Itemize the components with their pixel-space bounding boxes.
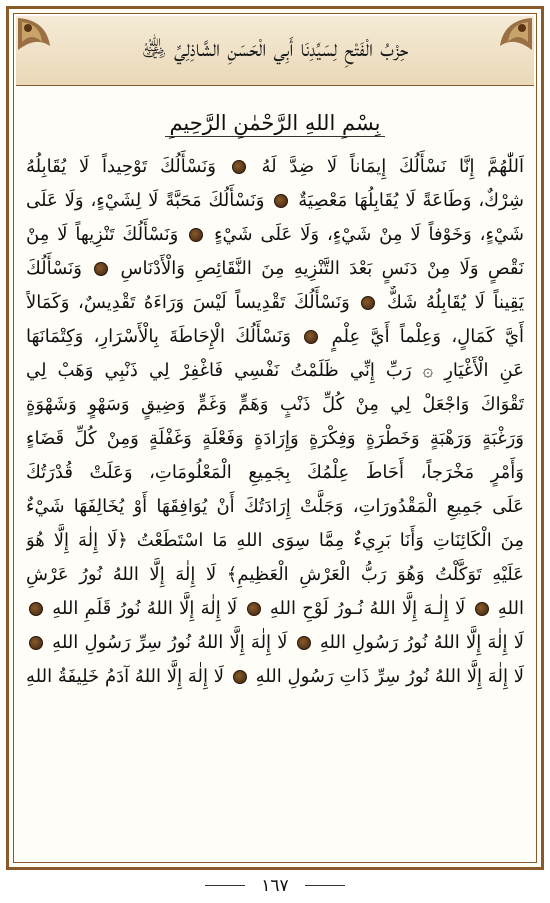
text-line: عَلَيْهِ تَوَكَّلْتُ وَهُوَ رَبُّ الْعَرْشِ الْعَظِيمِ﴾ لَا إِلٰهَ إِلَّا اللهُ نُورُ عَرْشِ xyxy=(26,564,524,585)
text-line: تَقْوَاكَ وَاجْعَلْ لِي مِنْ كُلِّ ذَنْبٍ وَهَمٍّ وَغَمٍّ وَضِيقٍ وَسَهْوٍ وَشَهْوَةٍ xyxy=(26,394,524,415)
text-line: نَقْصٍ وَلَا مِنْ دَنَسٍ بَعْدَ التَّنْزِيهِ مِنَ النَّقَائِصِ وَالْأَدْنَاسِ وَنَسْأَلُكَ xyxy=(26,258,524,279)
round-dot-icon xyxy=(29,636,43,650)
text-line: وَرَغْبَةٍ وَرَهْبَةٍ وَخَطْرَةٍ وَفِكْرَةٍ وَإِرَادَةٍ وَفَعْلَةٍ وَغَفْلَةٍ وَمِنْ كُلِّ قَضَاءٍ xyxy=(26,428,524,449)
text-line: وَأَمْرٍ مَخْرَجاً، أَحَاطَ عِلْمُكَ بِجَمِيعِ الْمَعْلُومَاتِ، وَعَلَتْ قُدْرَتُكَ xyxy=(26,462,524,483)
text-line: شِرْكٌ، وَطَاعَةً لَا يُقَابِلُهَا مَعْصِيَةٌ وَنَسْأَلُكَ مَحَبَّةً لَا لِشَيْءٍ، وَلَا عَلَى xyxy=(26,190,524,211)
round-dot-icon xyxy=(247,602,261,616)
basmala: بِسْمِ اللهِ الرَّحْمٰنِ الرَّحِيمِ xyxy=(169,111,381,135)
prayer-text xyxy=(26,150,524,694)
corner-ornament-icon xyxy=(16,16,78,78)
round-dot-icon xyxy=(475,602,489,616)
text-line: لَا إِلٰهَ إِلَّا اللهُ نُورُ سِرِّ ذَاتِ رَسُولِ اللهِ لَا إِلٰهَ إِلَّا اللهُ آدَمُ خَلِيفَةُ اللهِ xyxy=(26,666,524,687)
round-dot-icon xyxy=(94,262,108,276)
page-footer xyxy=(0,872,550,900)
text-line: اللهِ لَا إِلٰـهَ إِلَّا اللهُ نُـورُ لَوْحِ اللهِ لَا إِلٰهَ إِلَّا اللهُ نُورُ قَلَمِ اللهِ xyxy=(26,592,524,626)
round-dot-icon xyxy=(29,602,43,616)
round-dot-icon xyxy=(297,636,311,650)
corner-ornament-icon xyxy=(472,16,534,78)
footer-rule-right xyxy=(205,885,245,886)
round-dot-icon xyxy=(233,670,247,684)
page-title: حِزْبُ الْفَتْحِ لِسَيِّدِنَا أَبِي الْحَسَنِ الشَّاذِلِيِّ ﵁ xyxy=(141,36,409,62)
text-line: عَلَى جَمِيعِ الْمَقْدُورَاتِ، وَجَلَّتْ إِرَادَتُكَ أَنْ يُوَافِقَهَا أَوْ يُخَالِفَهَا شَيْءٌ xyxy=(26,496,524,517)
text-line: أَيَّ كَمَالٍ، وَعِلْماً أَيَّ عِلْمٍ وَنَسْأَلُكَ الْإِحَاطَةَ بِالْأَسْرَارِ، وَكِتْمَانَهَا xyxy=(26,326,524,347)
round-dot-icon xyxy=(189,228,203,242)
text-line: مِنَ الْكَائِنَاتِ وَأَنَا بَرِيءٌ مِمَّا سِوَى اللهِ مَا اسْتَطَعْتُ ﴿لَا إِلٰهَ إِلَّا هُوَ xyxy=(26,530,524,551)
text-line: شَيْءٍ، وَخَوْفاً لَا مِنْ شَيْءٍ، وَلَا عَلَى شَيْءٍ وَنَسْأَلُكَ تَنْزِيهاً لَا مِنْ xyxy=(26,224,524,245)
basmala-underline xyxy=(165,136,385,137)
round-dot-icon xyxy=(232,160,246,174)
round-dot-icon xyxy=(274,194,288,208)
footer-rule-left xyxy=(305,885,345,886)
text-line: يَقِيناً لَا يُقَابِلُهُ شَكٌّ وَنَسْأَلُكَ تَقْدِيساً لَيْسَ وَرَاءَهُ تَقْدِيسٌ، وَكَمَالاً xyxy=(26,292,524,313)
text-line: لَا إِلٰهَ إِلَّا اللهُ نُورُ رَسُولِ اللهِ لَا إِلٰهَ إِلَّا اللهُ نُورُ سِرِّ رَسُولِ اللهِ xyxy=(26,626,524,660)
round-dot-icon xyxy=(361,296,375,310)
round-dot-icon xyxy=(304,330,318,344)
text-line: اَللّٰهُمَّ إِنَّا نَسْأَلُكَ إِيمَاناً لَا ضِدَّ لَهُ وَنَسْأَلُكَ تَوْحِيداً لَا يُقَابِلُهُ xyxy=(26,156,524,177)
text-line: عَنِ الْأَغْيَارِ ۞ رَبِّ إِنِّي ظَلَمْتُ نَفْسِي فَاغْفِرْ لِي ذَنْبِي وَهَبْ لِي xyxy=(26,360,524,381)
page-number: ١٦٧ xyxy=(261,876,289,896)
